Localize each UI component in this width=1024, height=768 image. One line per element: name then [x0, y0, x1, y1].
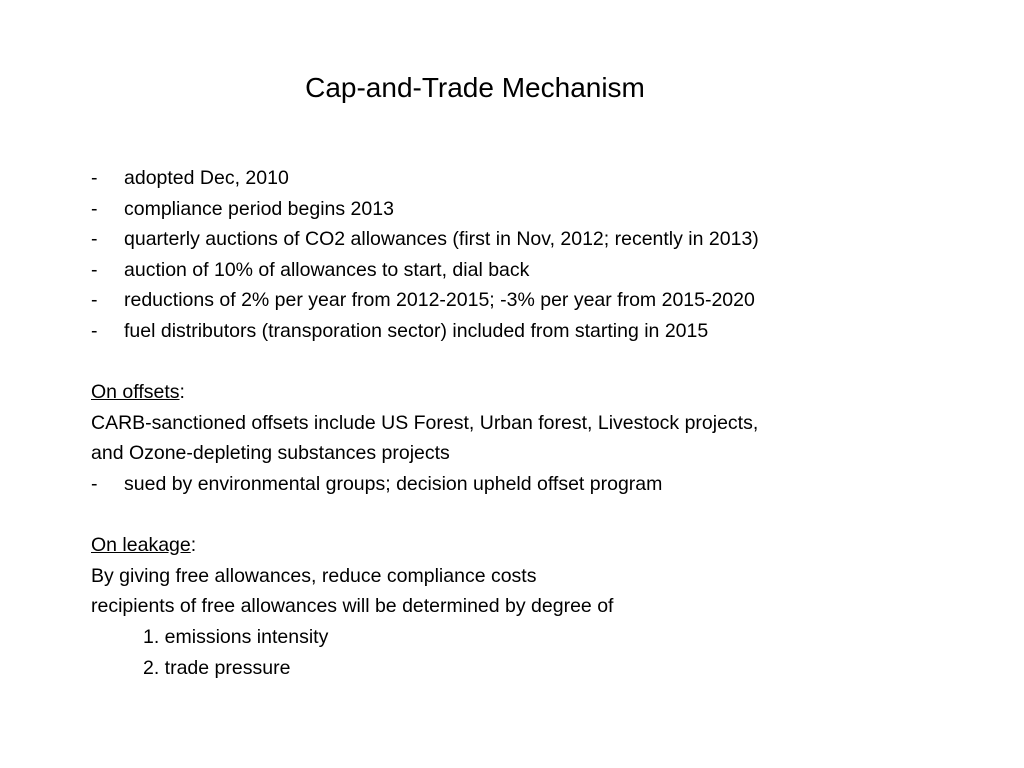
numbered-item: 1. emissions intensity [143, 625, 329, 648]
bullet-item [91, 285, 991, 316]
bullet-item [91, 255, 991, 286]
numbered-item: 2. trade pressure [143, 656, 291, 679]
bullet-item [91, 316, 991, 347]
bullet-text: quarterly auctions of CO2 allowances (first in Nov, 2012; recently in 2013) [124, 228, 759, 251]
offsets-heading: On offsets [91, 381, 180, 404]
leakage-heading: On leakage [91, 534, 191, 557]
slide-body [91, 163, 991, 683]
bullet-item [91, 194, 991, 225]
leakage-text-line: recipients of free allowances will be determined by degree of [91, 595, 614, 618]
offsets-heading-line [91, 377, 991, 408]
bullet-dash: - [91, 167, 98, 189]
bullet-item [91, 163, 991, 194]
bullet-text: compliance period begins 2013 [124, 197, 394, 220]
bullet-text: auction of 10% of allowances to start, dial back [124, 258, 530, 281]
slide-title: Cap-and-Trade Mechanism [305, 72, 645, 103]
spacer [91, 500, 991, 531]
bullet-text: fuel distributors (transporation sector) included from starting in 2015 [124, 319, 709, 342]
bullet-text: reductions of 2% per year from 2012-2015; -3% per year from 2015-2020 [124, 289, 755, 312]
bullet-text: adopted Dec, 2010 [124, 167, 289, 189]
bullet-dash: - [91, 319, 98, 342]
leakage-heading-colon: : [190, 534, 197, 557]
offsets-text-line: CARB-sanctioned offsets include US Forest, Urban forest, Livestock projects, [91, 411, 759, 434]
offsets-text-line: and Ozone-depleting substances projects [91, 442, 450, 465]
bullet-dash: - [91, 228, 98, 251]
bullet-dash: - [91, 197, 98, 220]
bullet-dash: - [91, 289, 98, 312]
offsets-heading-colon: : [179, 381, 185, 404]
bullet-dash: - [91, 258, 98, 281]
spacer [91, 347, 991, 378]
bullet-item [91, 469, 991, 500]
bullet-text: sued by environmental groups; decision upheld offset program [124, 472, 663, 495]
leakage-heading-line [91, 530, 991, 561]
bullet-dash: - [91, 472, 98, 495]
leakage-text-line: By giving free allowances, reduce compliance costs [91, 564, 537, 587]
bullet-item [91, 224, 991, 255]
